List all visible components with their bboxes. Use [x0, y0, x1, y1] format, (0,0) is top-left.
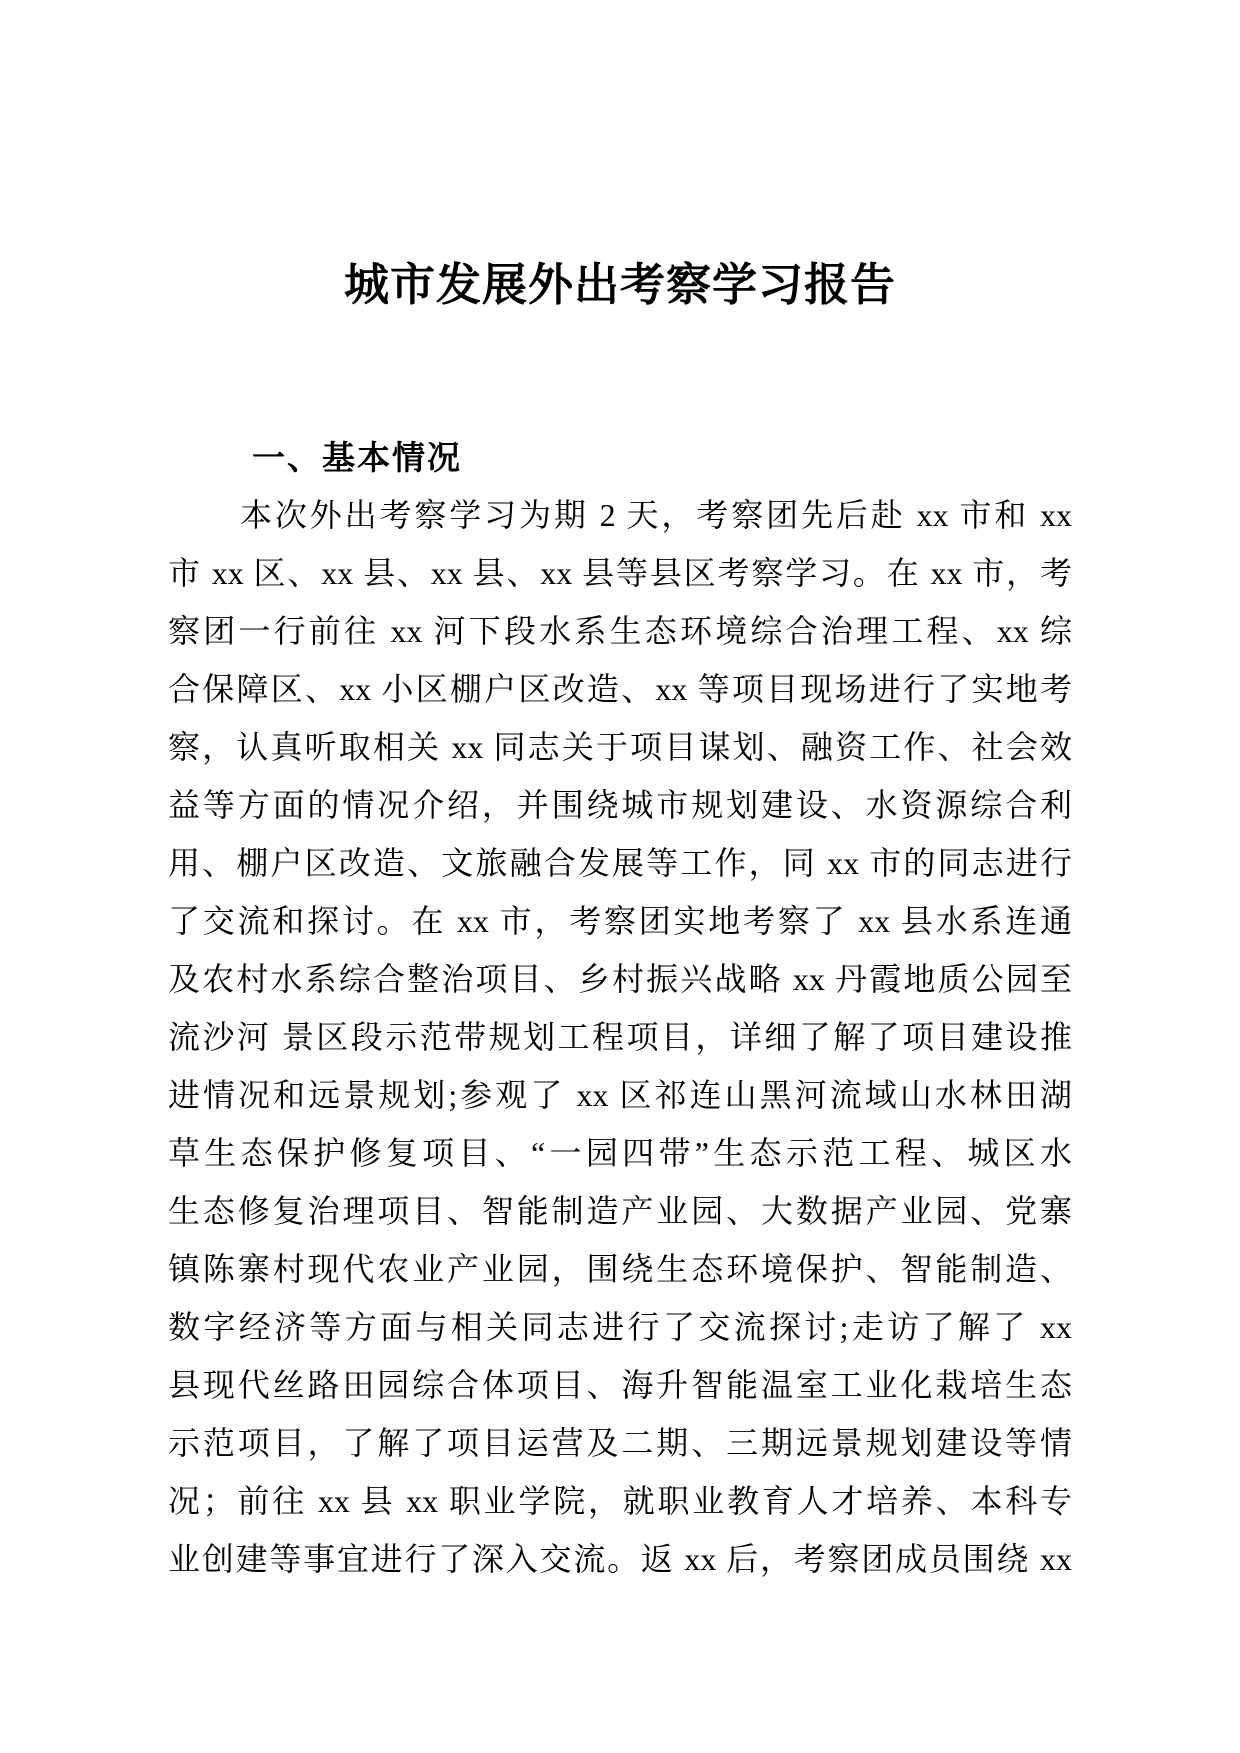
paragraph-line: 本次外出考察学习为期 2 天，考察团先后赴 xx 市和 xx — [240, 497, 1072, 533]
paragraph-line: 流沙河 景区段示范带规划工程项目，详细了解了项目建设推 — [168, 1019, 1072, 1055]
section-heading-basic-situation: 一、基本情况 — [252, 439, 462, 476]
paragraph-line: 进情况和远景规划;参观了 xx 区祁连山黑河流域山水林田湖 — [168, 1077, 1072, 1113]
paragraph-line: 市 xx 区、xx 县、xx 县、xx 县等县区考察学习。在 xx 市，考 — [168, 555, 1072, 591]
document-title: 城市发展外出考察学习报告 — [343, 259, 896, 310]
paragraph-line: 数字经济等方面与相关同志进行了交流探讨;走访了解了 xx — [168, 1309, 1072, 1345]
paragraph-line: 及农村水系综合整治项目、乡村振兴战略 xx 丹霞地质公园至 — [168, 961, 1072, 997]
paragraph-line: 况；前往 xx 县 xx 职业学院，就职业教育人才培养、本科专 — [168, 1483, 1072, 1519]
paragraph-line: 镇陈寨村现代农业产业园，围绕生态环境保护、智能制造、 — [168, 1251, 1072, 1287]
paragraph-line: 察，认真听取相关 xx 同志关于项目谋划、融资工作、社会效 — [168, 729, 1072, 765]
paragraph-line: 草生态保护修复项目、“一园四带”生态示范工程、城区水 — [168, 1135, 1072, 1171]
paragraph-line: 察团一行前往 xx 河下段水系生态环境综合治理工程、xx 综 — [168, 613, 1072, 649]
paragraph-line: 益等方面的情况介绍，并围绕城市规划建设、水资源综合利 — [168, 787, 1072, 823]
paragraph-line: 了交流和探讨。在 xx 市，考察团实地考察了 xx 县水系连通 — [168, 903, 1072, 939]
paragraph-line: 业创建等事宜进行了深入交流。返 xx 后，考察团成员围绕 xx — [168, 1541, 1072, 1577]
body-paragraph — [168, 486, 1072, 1588]
paragraph-line: 县现代丝路田园综合体项目、海升智能温室工业化栽培生态 — [168, 1367, 1072, 1403]
paragraph-line: 示范项目，了解了项目运营及二期、三期远景规划建设等情 — [168, 1425, 1072, 1461]
paragraph-line: 用、棚户区改造、文旅融合发展等工作，同 xx 市的同志进行 — [168, 845, 1072, 881]
paragraph-line: 生态修复治理项目、智能制造产业园、大数据产业园、党寨 — [168, 1193, 1072, 1229]
paragraph-line: 合保障区、xx 小区棚户区改造、xx 等项目现场进行了实地考 — [168, 671, 1072, 707]
